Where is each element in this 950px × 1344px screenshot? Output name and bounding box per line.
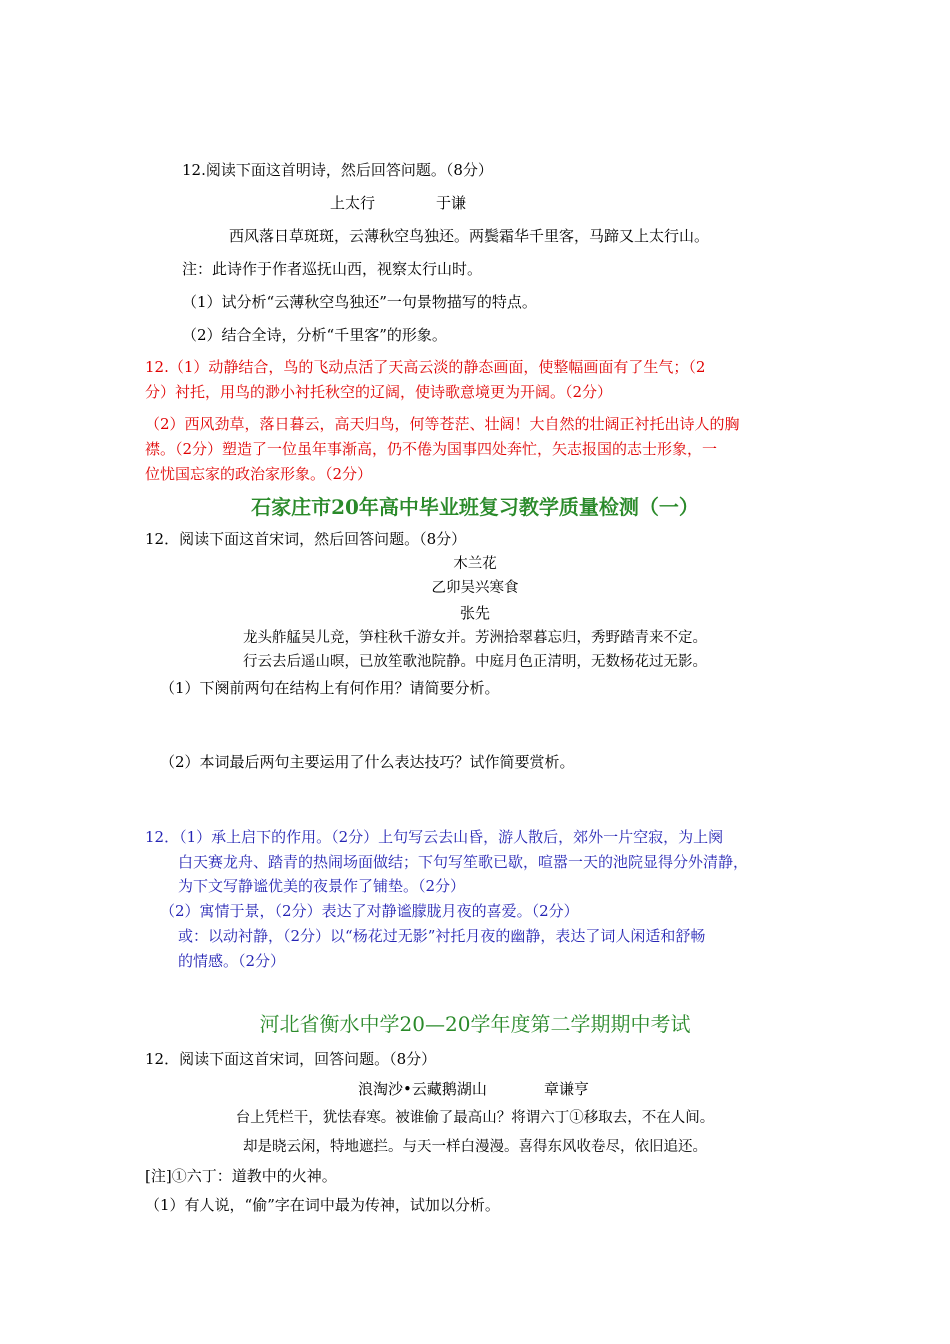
sub-question-1: （1）试分析“云薄秋空鸟独还”一句景物描写的特点。 (182, 293, 537, 311)
question-intro: 12.阅读下面这首明诗，然后回答问题。（8分） (182, 161, 493, 179)
answer-line: 12．（1）承上启下的作用。（2分）上句写云去山昏，游人散后，郊外一片空寂，为上阕 (145, 828, 724, 846)
ci-line: 却是晓云闲，特地遮拦。与天一样白漫漫。喜得东风收卷尽，依旧追还。 (243, 1139, 707, 1155)
ci-pai: 木兰花 (453, 556, 497, 572)
ci-line: 龙头舴艋吴儿竞，笋柱秋千游女并。芳洲拾翠暮忘归，秀野踏青来不定。 (243, 630, 707, 646)
answer-line: 襟。（2分）塑造了一位虽年事渐高，仍不倦为国事四处奔忙，矢志报国的志士形象，一 (145, 440, 718, 458)
answer-line: 位忧国忘家的政治家形象。（2分） (145, 465, 373, 483)
poem-title: 上太行 (330, 194, 376, 212)
answer-line: 12.（1）动静结合，鸟的飞动点活了天高云淡的静态画面，使整幅画面有了生气；（2 (145, 358, 706, 376)
question-intro: 12．阅读下面这首宋词，回答问题。（8分） (145, 1050, 437, 1068)
question-intro: 12．阅读下面这首宋词，然后回答问题。（8分） (145, 530, 467, 548)
answer-line: （2）寓情于景，（2分）表达了对静谧朦胧月夜的喜爱。（2分） (160, 902, 579, 920)
answer-line: 的情感。（2分） (178, 952, 286, 970)
ci-line: 行云去后遥山暝，已放笙歌池院静。中庭月色正清明，无数杨花过无影。 (243, 654, 707, 670)
answer-line: 白天赛龙舟、踏青的热闹场面做结；下句写笙歌已歇，喧嚣一天的池院显得分外清静， (178, 853, 749, 871)
sub-question-1: （1）下阕前两句在结构上有何作用？请简要分析。 (160, 679, 500, 697)
section-heading: 石家庄市20年高中毕业班复习教学质量检测（一） (251, 495, 699, 519)
answer-line: 或：以动衬静，（2分）以“杨花过无影”衬托月夜的幽静，表达了词人闲适和舒畅 (178, 927, 706, 945)
ci-title: 乙卯吴兴寒食 (431, 580, 519, 596)
section-heading: 河北省衡水中学20—20学年度第二学期期中考试 (259, 1012, 691, 1036)
sub-question-2: （2）结合全诗，分析“千里客”的形象。 (182, 326, 447, 344)
answer-line: 分）衬托，用鸟的渺小衬托秋空的辽阔，使诗歌意境更为开阔。（2分） (145, 383, 613, 401)
sub-question-2: （2）本词最后两句主要运用了什么表达技巧？试作简要赏析。 (160, 753, 575, 771)
answer-line: （2）西风劲草，落日暮云，高天归鸟，何等苍茫、壮阔！大自然的壮阔正衬托出诗人的胸 (145, 415, 740, 433)
ci-line: 台上凭栏干，犹怯春寒。被谁偷了最高山？将谓六丁①移取去，不在人间。 (235, 1110, 715, 1126)
answer-line: 为下文写静谧优美的夜景作了铺垫。（2分） (178, 877, 466, 895)
ci-author: 张先 (459, 604, 490, 622)
ci-note: [注]①六丁：道教中的火神。 (145, 1167, 337, 1185)
sub-question-1: （1）有人说，“偷”字在词中最为传神，试加以分析。 (145, 1196, 500, 1214)
ci-title: 浪淘沙•云藏鹅湖山 (358, 1080, 487, 1098)
ci-author: 章谦亨 (544, 1080, 590, 1098)
poem-note: 注：此诗作于作者巡抚山西，视察太行山时。 (182, 260, 483, 278)
poem-text: 西风落日草斑斑，云薄秋空鸟独还。两鬓霜华千里客，马蹄又上太行山。 (229, 227, 710, 245)
poem-author: 于谦 (436, 194, 467, 212)
